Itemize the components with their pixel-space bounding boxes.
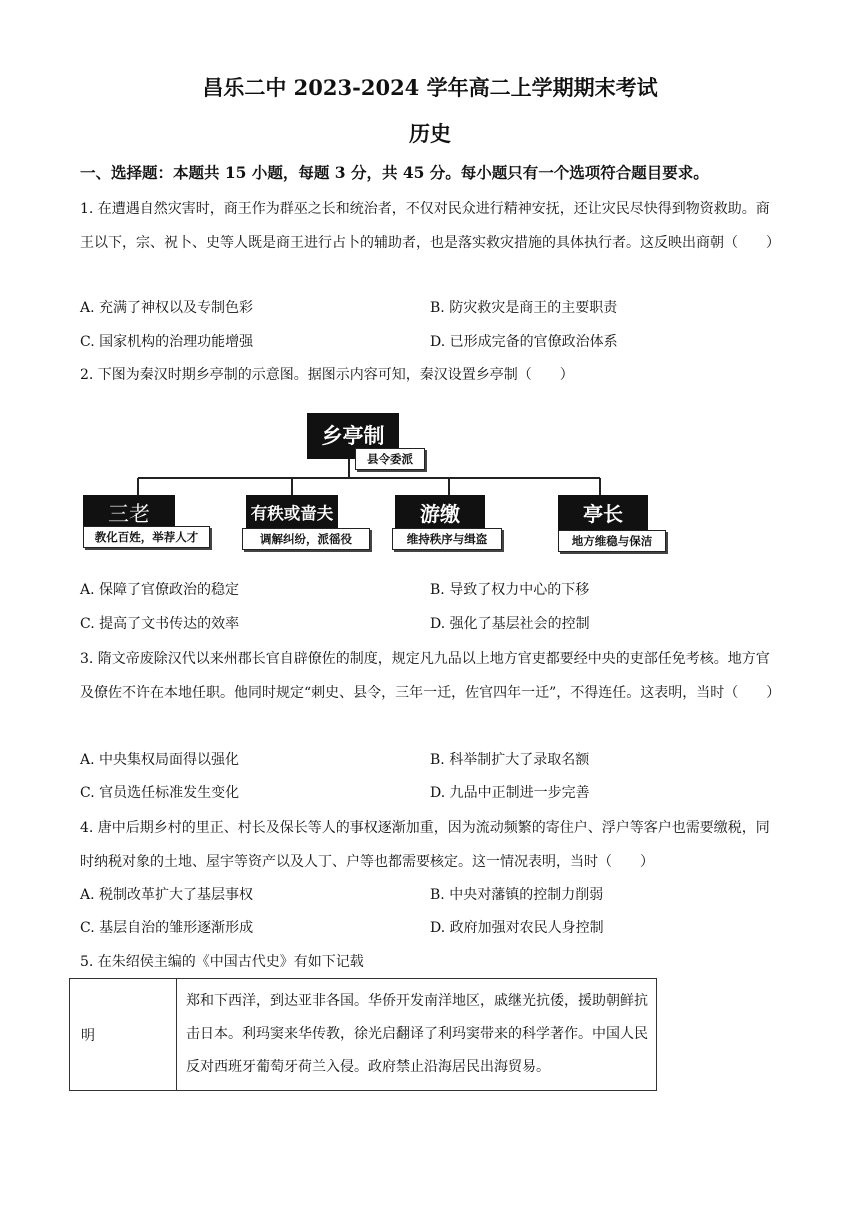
q4-option-a: A. 税制改革扩大了基层事权: [80, 887, 254, 903]
node-youjiao: 游缴: [395, 495, 485, 533]
q3-option-d: D. 九品中正制进一步完善: [430, 785, 590, 801]
q1-option-c: C. 国家机构的治理功能增强: [80, 334, 254, 350]
diagram-connectors: [0, 0, 860, 560]
q1-option-b: B. 防灾救灾是商王的主要职责: [430, 300, 618, 316]
exam-title: 昌乐二中 2023-2024 学年高二上学期期末考试: [202, 75, 658, 100]
question-3-stem: 3. 隋文帝废除汉代以来州郡长官自辟僚佐的制度，规定凡九品以上地方官吏都要经中央的吏部任免考核。地方官及僚佐不许在本地任职。他同时规定“刺史、县令，三年一迁，佐官四年一迁”，不得连任。这表明，当时（ ）: [80, 651, 781, 701]
q3-option-b: B. 科举制扩大了录取名额: [430, 752, 590, 768]
question-1-stem: 1. 在遭遇自然灾害时，商王作为群巫之长和统治者，不仅对民众进行精神安抚，还让灾民尽快得到物资救助。商王以下，宗、祝卜、史等人既是商王进行占卜的辅助者，也是落实救灾措施的具体执行者。这反映出商朝（ ）: [80, 201, 780, 251]
table-content: 郑和下西洋，到达亚非各国。华侨开发南洋地区，戚继光抗倭，援助朝鲜抗击日本。利玛窦来华传教，徐光启翻译了利玛窦带来的科学著作。中国人民反对西班牙葡萄牙荷兰入侵。政府禁止沿海居民出海贸易。: [186, 993, 648, 1075]
table-dynasty: 明: [81, 1028, 95, 1044]
history-table: [69, 978, 657, 1091]
node-sanlao-desc: 教化百姓，举荐人才: [83, 526, 210, 548]
node-tingzhang-desc: 地方维稳与保洁: [558, 530, 666, 552]
q1-option-d: D. 已形成完备的官僚政治体系: [430, 334, 618, 350]
root-box: 乡亭制: [307, 413, 399, 459]
q2-option-d: D. 强化了基层社会的控制: [430, 616, 590, 632]
q3-option-a: A. 中央集权局面得以强化: [80, 752, 240, 768]
question-2-stem: 2. 下图为秦汉时期乡亭制的示意图。据图示内容可知，秦汉设置乡亭制（ ）: [80, 367, 574, 383]
section-heading: 一、选择题：本题共 15 小题，每题 3 分，共 45 分。每小题只有一个选项符合题目要求。: [80, 163, 709, 182]
node-sanlao: 三老: [83, 495, 175, 533]
node-youjiao-desc: 维持秩序与缉盗: [392, 528, 502, 550]
q1-option-a: A. 充满了神权以及专制色彩: [80, 300, 254, 316]
q4-option-c: C. 基层自治的雏形逐渐形成: [80, 920, 254, 936]
q2-option-b: B. 导致了权力中心的下移: [430, 582, 590, 598]
subject-title: 历史: [409, 121, 451, 146]
q2-option-a: A. 保障了官僚政治的稳定: [80, 582, 240, 598]
root-note: 县令委派: [355, 448, 425, 470]
q2-option-c: C. 提高了文书传达的效率: [80, 616, 240, 632]
node-youzhi-desc: 调解纠纷，派徭役: [242, 528, 370, 550]
node-youzhi: 有秩或啬夫: [246, 495, 338, 533]
table-dynasty-cell: [70, 979, 177, 1090]
q4-option-d: D. 政府加强对农民人身控制: [430, 920, 604, 936]
question-4-stem: 4. 唐中后期乡村的里正、村长及保长等人的事权逐渐加重，因为流动频繁的寄住户、浮户等客户也需要缴税，同时纳税对象的土地、屋宇等资产以及人丁、户等也都需要核定。这一情况表明，当时（ ）: [80, 820, 770, 870]
q3-option-c: C. 官员选任标准发生变化: [80, 785, 240, 801]
question-5-stem: 5. 在朱绍侯主编的《中国古代史》有如下记载: [80, 954, 364, 970]
node-tingzhang: 亭长: [558, 495, 648, 533]
q4-option-b: B. 中央对藩镇的控制力削弱: [430, 887, 604, 903]
